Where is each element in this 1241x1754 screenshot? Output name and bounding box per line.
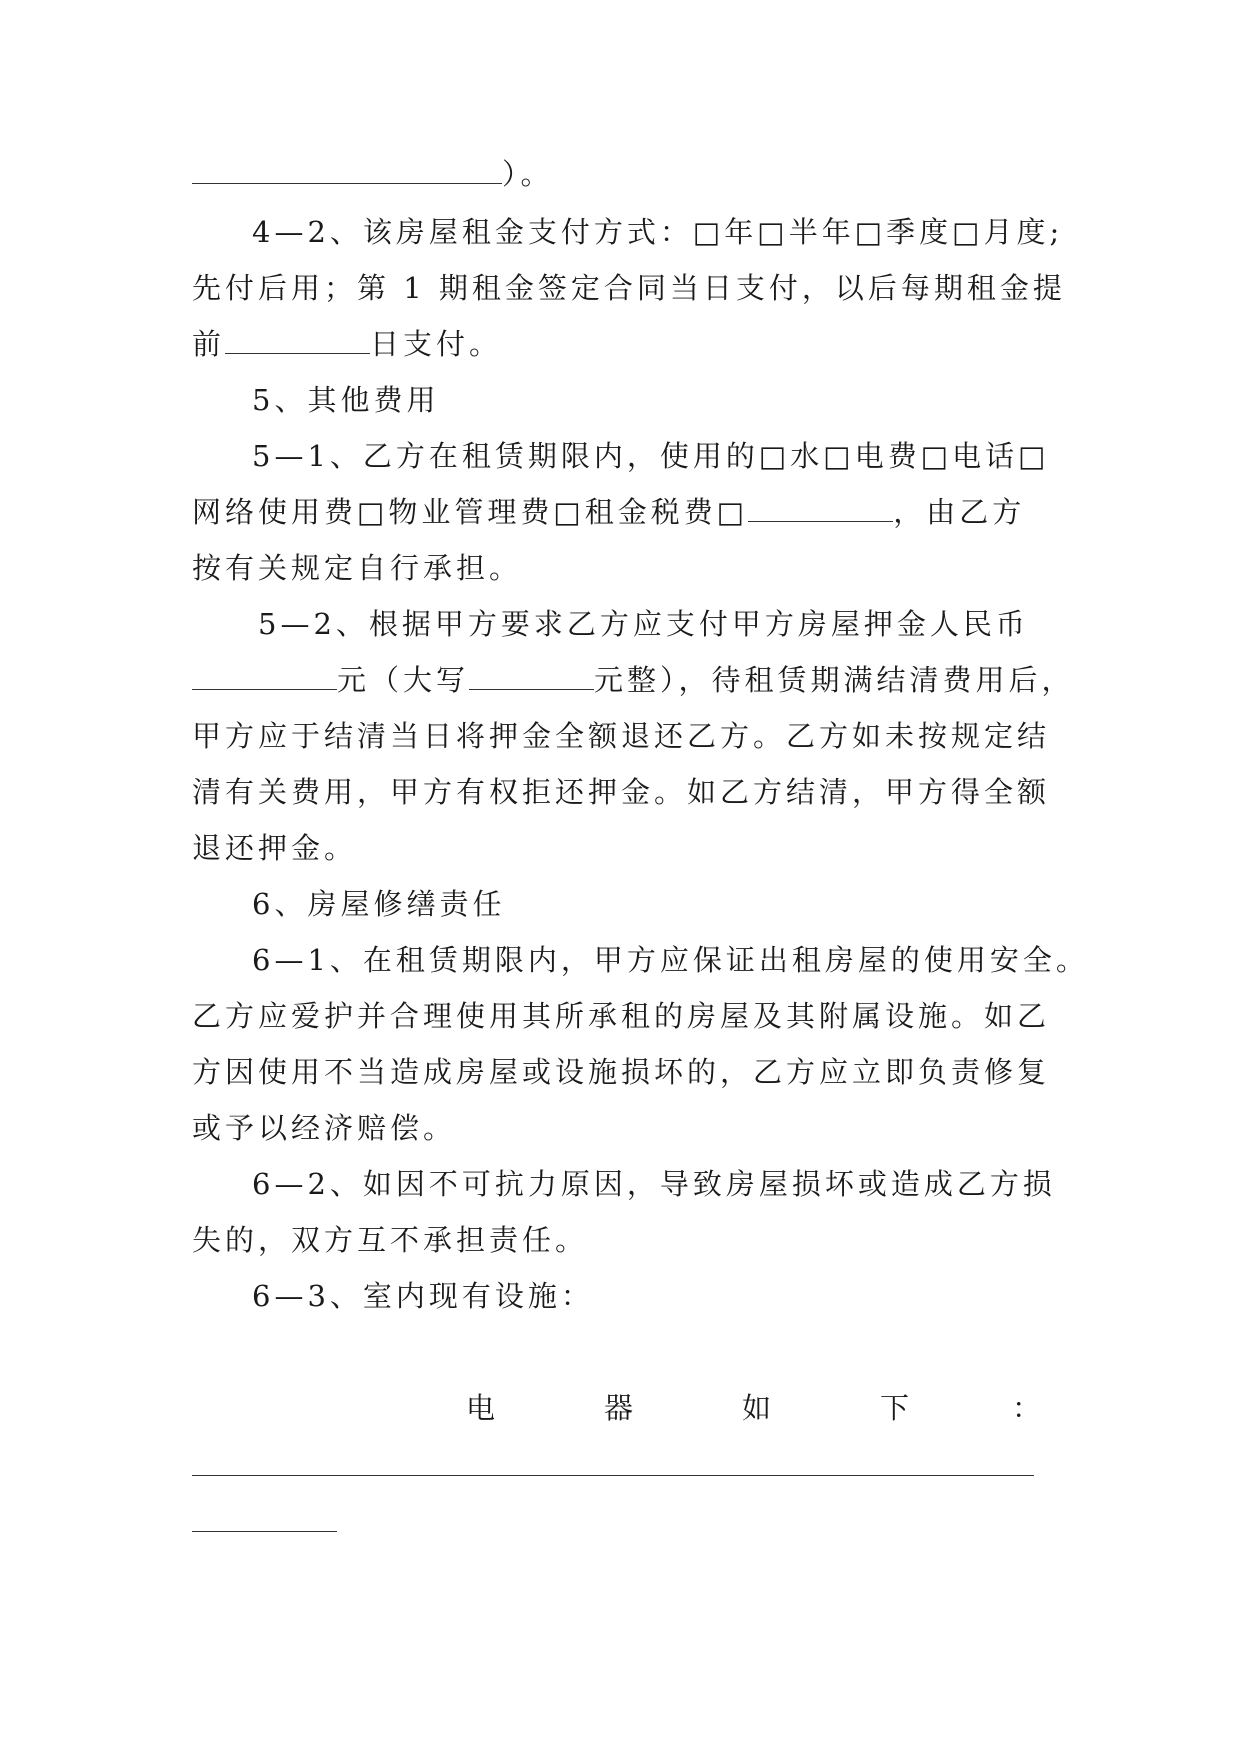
appliance-heading-char: 下 xyxy=(880,1391,914,1425)
paragraph-line-4 xyxy=(192,324,502,364)
clause-6-1 xyxy=(252,940,1089,980)
section-heading-6 xyxy=(252,884,505,924)
line-text: 退还押金。 xyxy=(192,831,358,865)
paragraph-line-1 xyxy=(192,154,554,194)
line-text: 先付后用；第 1 期租金签定合同当日支付，以后每期租金提 xyxy=(192,271,1066,305)
appliance-heading-char: ： xyxy=(1012,1391,1046,1425)
line-text: 元（大写 xyxy=(337,663,470,697)
clause-5-1 xyxy=(252,436,1050,476)
line-text: 6、房屋修缮责任 xyxy=(252,887,506,921)
fill-in-blank xyxy=(225,327,370,354)
line-text: 乙方应爱护并合理使用其所承租的房屋及其附属设施。如乙 xyxy=(192,999,1051,1033)
line-text: 6—1、在租赁期限内，甲方应保证出租房屋的使用安全。 xyxy=(252,943,1089,977)
paragraph-line-18 xyxy=(192,1108,456,1148)
appliance-heading-char: 如 xyxy=(742,1391,776,1425)
line-text: ）。 xyxy=(502,157,554,191)
line-text: 日支付。 xyxy=(370,327,503,361)
line-text: 失的，双方互不承担责任。 xyxy=(192,1223,589,1257)
paragraph-line-17 xyxy=(192,1052,1050,1092)
clause-6-2 xyxy=(252,1164,1056,1204)
line-text: ，由乙方 xyxy=(893,495,1026,529)
paragraph-line-8 xyxy=(192,548,522,588)
clause-6-3 xyxy=(252,1276,594,1316)
paragraph-line-12 xyxy=(192,772,1050,812)
line-text: 5、其他费用 xyxy=(252,383,440,417)
line-text: 方因使用不当造成房屋或设施损坏的，乙方应立即负责修复 xyxy=(192,1055,1051,1089)
line-text: 或予以经济赔偿。 xyxy=(192,1111,457,1145)
paragraph-line-7 xyxy=(192,492,1025,532)
fill-in-blank xyxy=(192,663,337,690)
line-text: 网络使用费□物业管理费□租金税费□ xyxy=(192,495,749,529)
paragraph-line-16 xyxy=(192,996,1050,1036)
section-heading-5 xyxy=(252,380,439,420)
fill-in-blank xyxy=(192,157,502,184)
line-text: 5—2、根据甲方要求乙方应支付甲方房屋押金人民币 xyxy=(258,607,1029,641)
fill-in-blank xyxy=(469,663,594,690)
fill-in-blank xyxy=(748,495,893,522)
line-text: 元整），待租赁期满结清费用后， xyxy=(594,663,1075,697)
paragraph-line-11 xyxy=(192,716,1050,756)
line-text: 4—2、该房屋租金支付方式：□年□半年□季度□月度; xyxy=(252,215,1064,249)
line-text: 6—3、室内现有设施： xyxy=(252,1279,594,1313)
fill-in-rule xyxy=(192,1475,1034,1476)
paragraph-line-10 xyxy=(192,660,1075,700)
line-text: 清有关费用，甲方有权拒还押金。如乙方结清，甲方得全额 xyxy=(192,775,1051,809)
line-text: 5—1、乙方在租赁期限内，使用的□水□电费□电话□ xyxy=(252,439,1050,473)
paragraph-line-13 xyxy=(192,828,357,868)
paragraph-line-20 xyxy=(192,1220,588,1260)
paragraph-line-3 xyxy=(192,268,1066,308)
line-text: 6—2、如因不可抗力原因，导致房屋损坏或造成乙方损 xyxy=(252,1167,1056,1201)
appliance-heading-char: 电 xyxy=(466,1391,500,1425)
clause-4-2 xyxy=(252,212,1063,252)
line-text: 甲方应于结清当日将押金全额退还乙方。乙方如未按规定结 xyxy=(192,719,1051,753)
clause-5-2 xyxy=(258,604,1029,644)
fill-in-rule xyxy=(192,1531,337,1532)
appliance-heading-char: 器 xyxy=(604,1391,638,1425)
line-text: 前 xyxy=(192,327,226,361)
line-text: 按有关规定自行承担。 xyxy=(192,551,523,585)
